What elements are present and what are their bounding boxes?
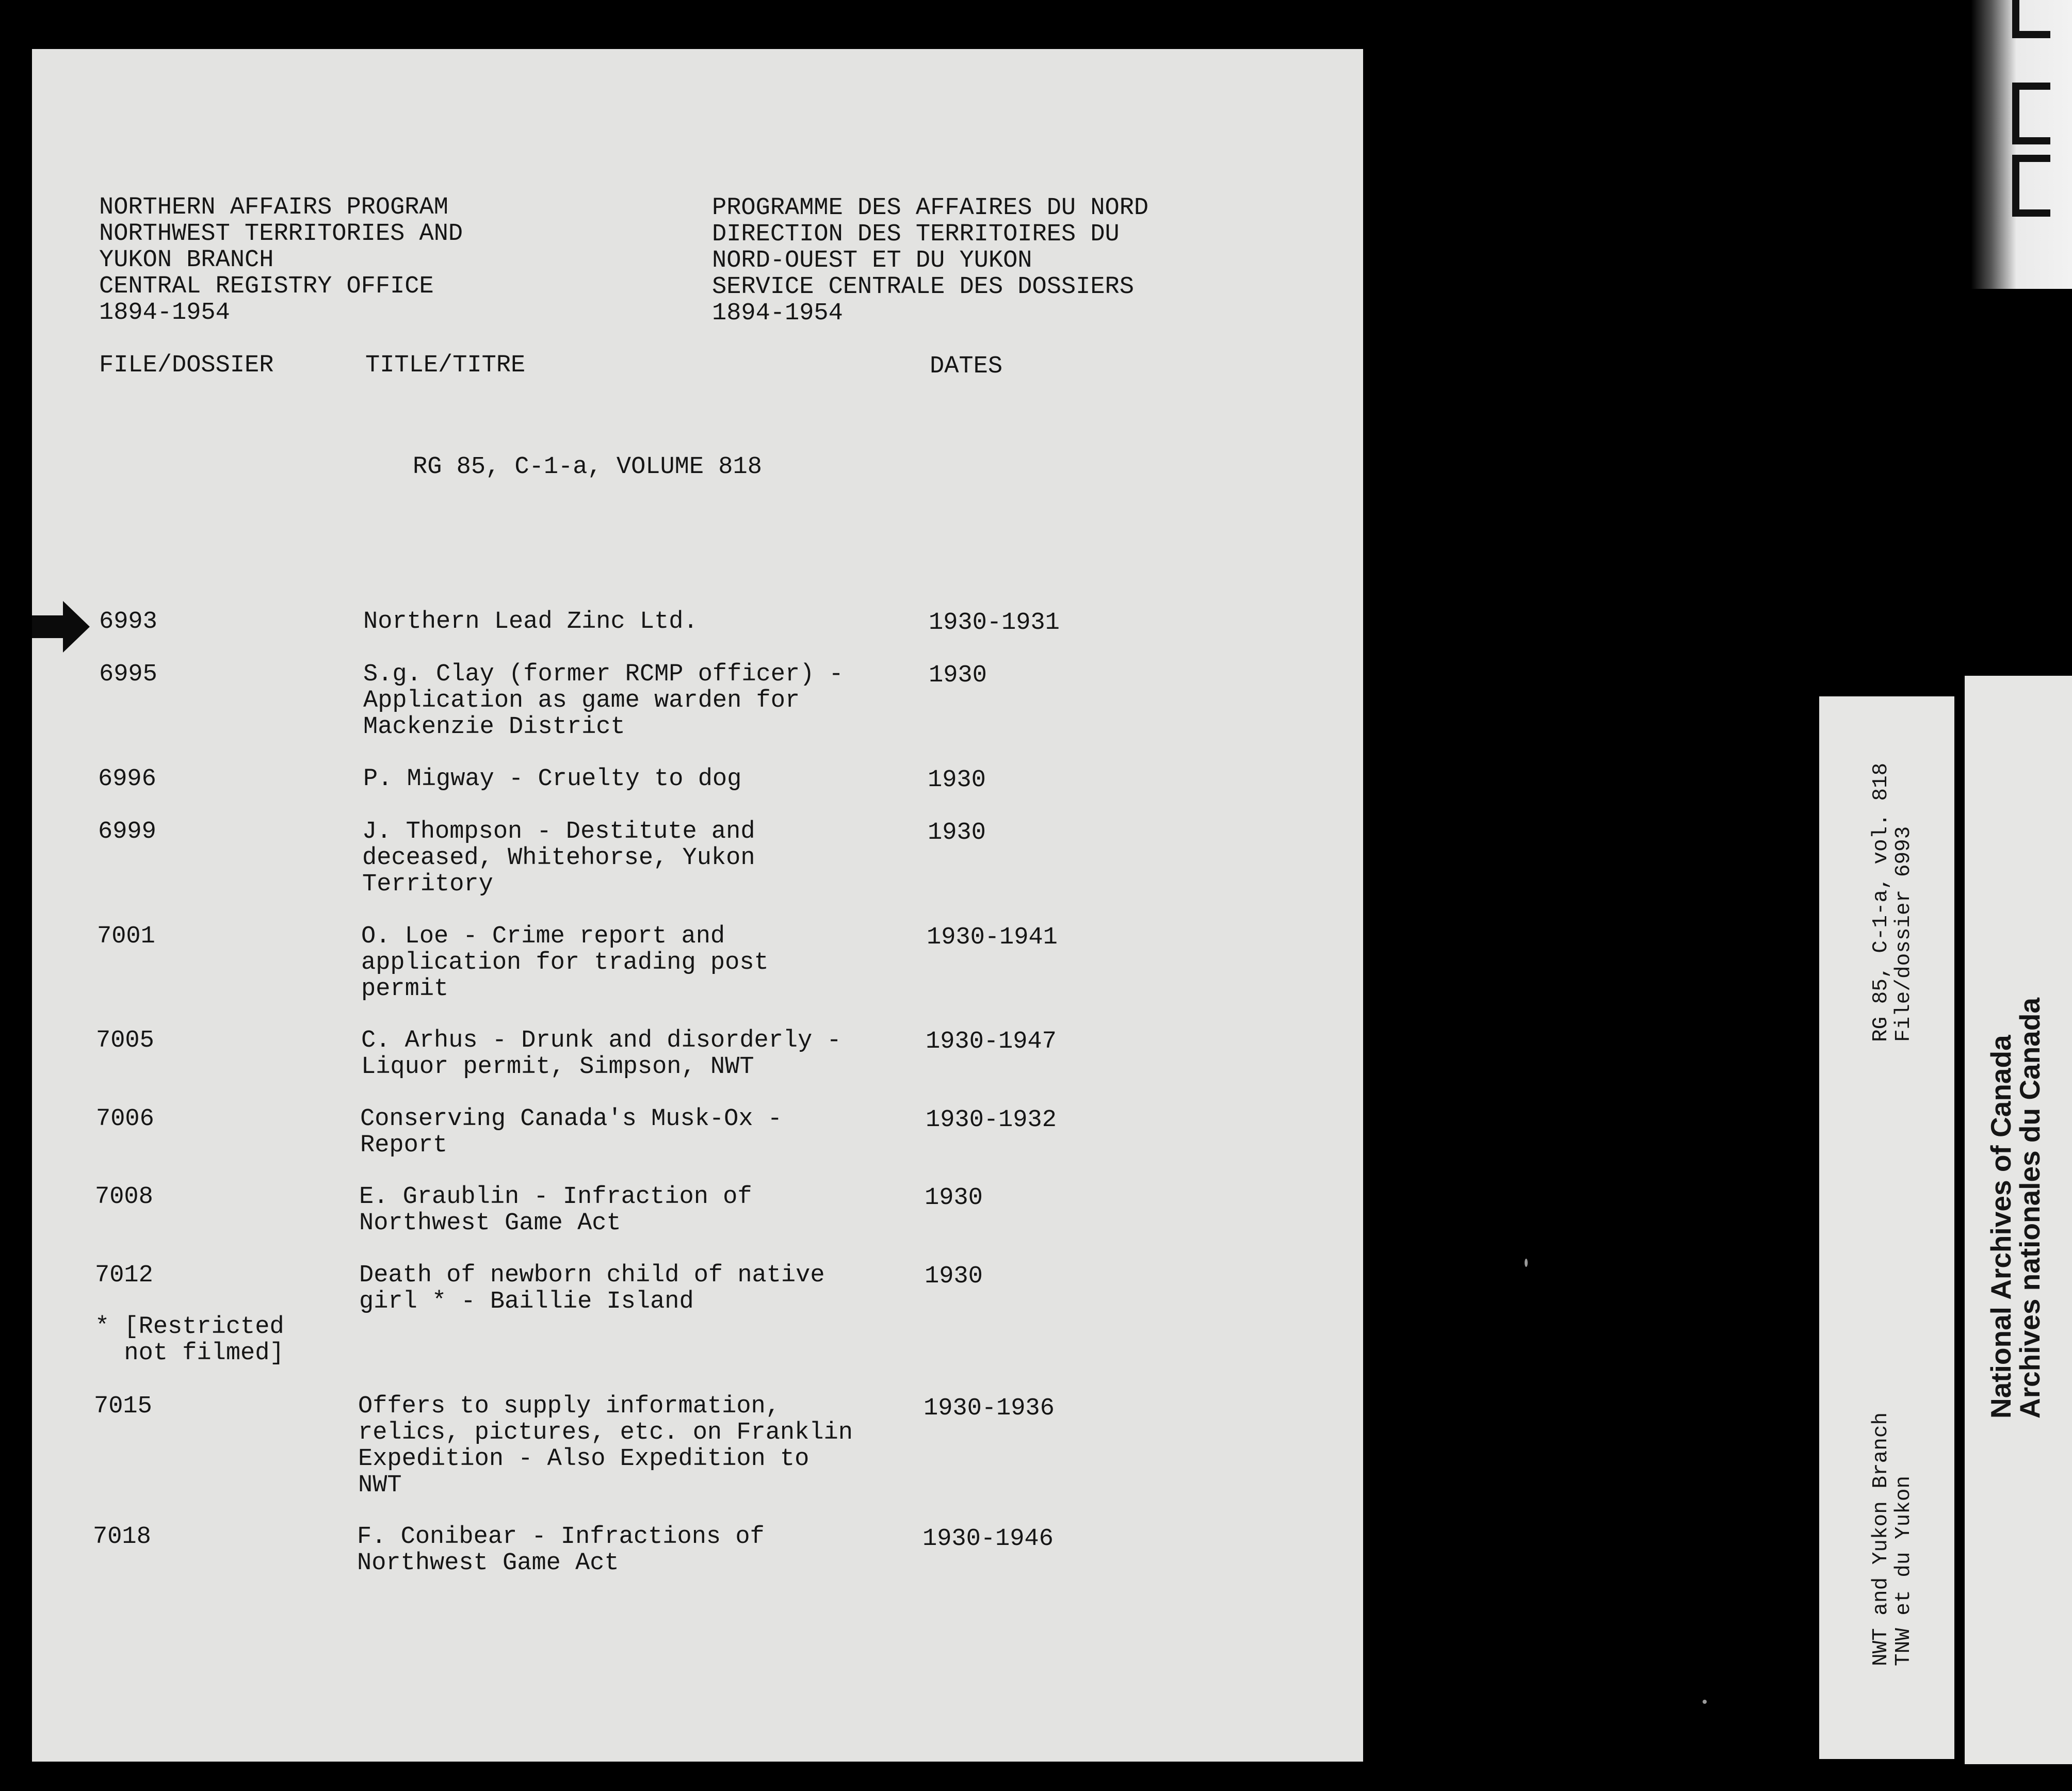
file-title (363, 766, 741, 792)
title-line: Northwest Game Act (359, 1210, 621, 1237)
file-dates: 1930 (928, 819, 986, 846)
header-fr-line: PROGRAMME DES AFFAIRES DU NORD (712, 194, 1149, 222)
title-line: girl * - Baillie Island (359, 1288, 694, 1315)
file-dates: 1930 (925, 1263, 983, 1290)
file-number: 7008 (95, 1183, 153, 1211)
speck (1703, 1700, 1707, 1704)
restricted-note (95, 1314, 284, 1366)
archives-line: National Archives of Canada (1985, 1035, 2017, 1419)
title-line: Liquor permit, Simpson, NWT (361, 1053, 754, 1081)
title-line: permit (361, 975, 449, 1003)
header-fr-line: 1894-1954 (712, 300, 843, 327)
file-dates: 1930 (929, 662, 987, 689)
title-line: Offers to supply information, (358, 1393, 780, 1420)
header-fr-line: DIRECTION DES TERRITOIRES DU (712, 221, 1120, 248)
file-title (363, 609, 698, 635)
file-number: 7012 (95, 1262, 153, 1289)
file-number: 6995 (99, 661, 157, 688)
file-number: 7005 (96, 1027, 154, 1054)
header-en-line: NORTHERN AFFAIRS PROGRAM (99, 194, 448, 221)
file-dates: 1930-1936 (924, 1395, 1055, 1422)
header-english (99, 194, 463, 326)
column-header-dates: DATES (930, 353, 1003, 380)
restricted-note-line: not filmed] (95, 1340, 284, 1367)
file-title (360, 1106, 782, 1159)
reference-line: RG 85, C-1-a, vol. 818 (1869, 762, 1893, 1042)
title-line: S.g. Clay (former RCMP officer) - (363, 661, 844, 688)
file-title (363, 661, 844, 740)
file-number: 7001 (97, 923, 155, 950)
file-number: 7006 (96, 1105, 154, 1133)
header-fr-line: NORD-OUEST ET DU YUKON (712, 247, 1032, 274)
archives-label (1986, 998, 2044, 1419)
pointer-arrow-icon (32, 601, 94, 653)
file-title (357, 1524, 765, 1576)
header-en-line: NORTHWEST TERRITORIES AND (99, 220, 463, 248)
header-en-line: YUKON BRANCH (99, 247, 274, 274)
document-page (32, 49, 1363, 1762)
file-title (358, 1393, 853, 1499)
film-glyph-icon (2012, 155, 2050, 217)
title-line: O. Loe - Crime report and (361, 923, 725, 950)
file-number: 6999 (98, 818, 156, 845)
branch-line: TNW et du Yukon (1892, 1475, 1916, 1666)
header-en-line: 1894-1954 (99, 299, 230, 327)
title-line: Report (360, 1132, 448, 1159)
reference-line: File/dossier 6993 (1892, 826, 1916, 1042)
film-frame-mark (1971, 0, 2072, 289)
volume-heading: RG 85, C-1-a, VOLUME 818 (413, 453, 762, 481)
title-line: relics, pictures, etc. on Franklin (358, 1419, 853, 1446)
archives-line: Archives nationales du Canada (2014, 997, 2046, 1419)
title-line: NWT (358, 1472, 402, 1499)
title-line: C. Arhus - Drunk and disorderly - (361, 1027, 841, 1054)
column-header-title: TITLE/TITRE (365, 352, 526, 379)
branch-line: NWT and Yukon Branch (1869, 1412, 1893, 1666)
title-line: Death of newborn child of native (359, 1262, 825, 1289)
file-dates: 1930-1947 (926, 1028, 1057, 1055)
title-line: Conserving Canada's Musk-Ox - (360, 1105, 782, 1133)
file-number: 6996 (98, 766, 156, 793)
file-title (359, 1184, 752, 1236)
file-dates: 1930-1946 (922, 1525, 1054, 1553)
title-line: F. Conibear - Infractions of (357, 1523, 765, 1551)
film-glyph-icon (2012, 83, 2050, 144)
title-line: E. Graublin - Infraction of (359, 1183, 752, 1211)
title-line: Mackenzie District (363, 713, 625, 741)
speck (1525, 1259, 1528, 1267)
title-line: J. Thompson - Destitute and (362, 818, 755, 845)
reference-strip (1819, 696, 1954, 1759)
title-line: Northwest Game Act (357, 1550, 619, 1577)
file-number: 7015 (94, 1393, 152, 1420)
file-dates: 1930-1932 (926, 1106, 1057, 1134)
title-line: Northern Lead Zinc Ltd. (363, 608, 698, 636)
header-french (712, 195, 1148, 327)
title-line: application for trading post (361, 949, 769, 976)
title-line: Territory (362, 871, 493, 898)
file-dates: 1930-1941 (927, 924, 1058, 951)
file-title (362, 819, 755, 898)
title-line: Application as game warden for (363, 687, 800, 714)
restricted-note-line: * [Restricted (95, 1313, 284, 1341)
header-fr-line: SERVICE CENTRALE DES DOSSIERS (712, 273, 1134, 301)
file-number: 7018 (93, 1523, 151, 1551)
file-dates: 1930-1931 (929, 609, 1060, 637)
header-en-line: CENTRAL REGISTRY OFFICE (99, 273, 434, 300)
file-dates: 1930 (925, 1184, 983, 1212)
title-line: Expedition - Also Expedition to (358, 1445, 810, 1473)
title-line: P. Migway - Cruelty to dog (363, 766, 742, 793)
branch-label (1870, 1412, 1915, 1666)
file-title (361, 1028, 841, 1080)
title-line: deceased, Whitehorse, Yukon (362, 844, 755, 872)
file-title (361, 923, 769, 1002)
column-header-file: FILE/DOSSIER (99, 352, 274, 379)
file-dates: 1930 (928, 767, 986, 794)
file-title (359, 1262, 825, 1315)
archives-strip (1965, 676, 2072, 1764)
file-number: 6993 (99, 608, 157, 636)
film-glyph-icon (2012, 0, 2050, 38)
reference-label (1870, 763, 1915, 1042)
